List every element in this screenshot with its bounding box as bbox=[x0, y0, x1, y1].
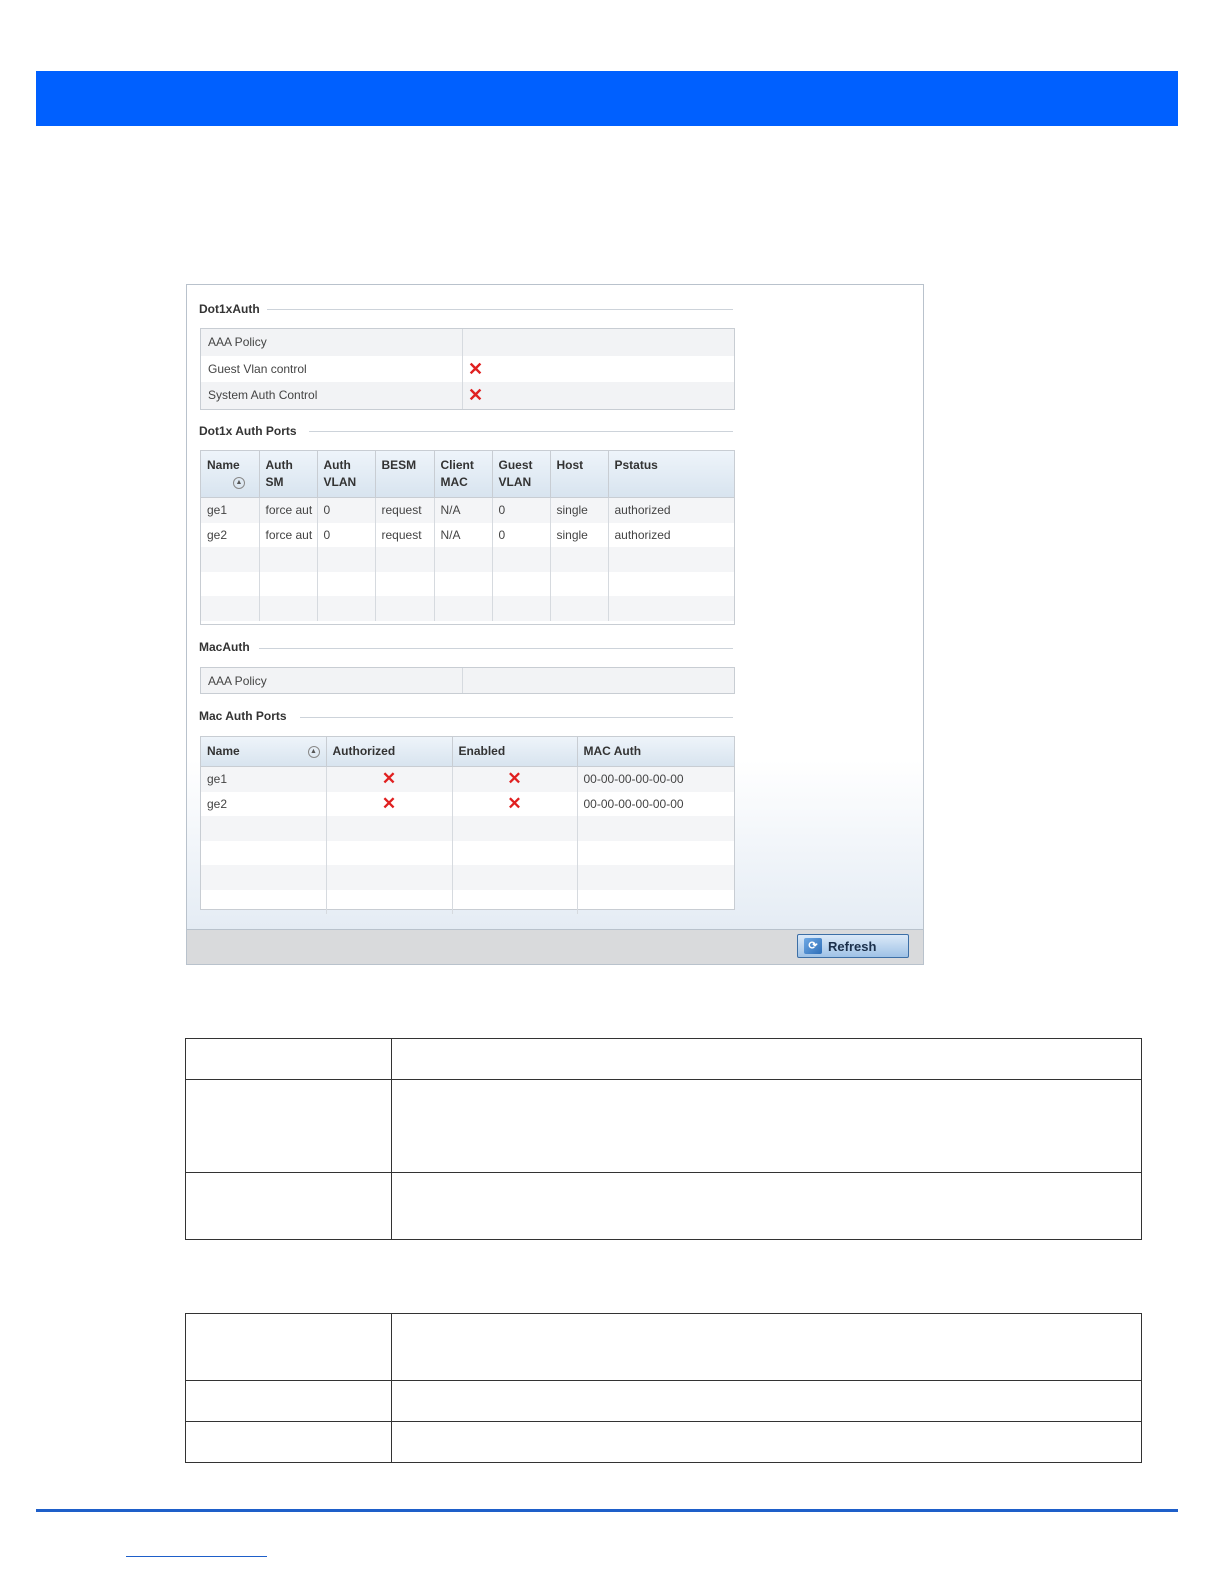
mac-auth-title: MacAuth bbox=[199, 640, 250, 654]
sort-icon[interactable]: ▲ bbox=[308, 746, 320, 758]
table-row[interactable] bbox=[201, 792, 734, 817]
row-value bbox=[462, 356, 733, 383]
dot1x-row-aaa-policy bbox=[201, 329, 734, 356]
divider bbox=[309, 431, 733, 432]
cell-auth-vlan: 0 bbox=[317, 498, 375, 523]
table-row bbox=[186, 1080, 1142, 1173]
divider bbox=[300, 717, 733, 718]
dot1x-auth-title: Dot1xAuth bbox=[199, 302, 260, 316]
column-header-client-mac[interactable]: Client MAC bbox=[434, 451, 492, 498]
description-table-1 bbox=[185, 1038, 1142, 1240]
x-mark-icon: ✕ bbox=[468, 385, 484, 405]
cell-besm: request bbox=[375, 498, 434, 523]
x-mark-icon: ✕ bbox=[381, 793, 397, 813]
table-row[interactable] bbox=[201, 767, 734, 792]
row-label: AAA Policy bbox=[208, 335, 267, 349]
column-header-enabled[interactable]: Enabled bbox=[452, 737, 577, 767]
cell-auth-vlan: 0 bbox=[317, 523, 375, 548]
empty-row bbox=[201, 596, 734, 621]
cell-enabled bbox=[452, 767, 577, 792]
cell-guest-vlan: 0 bbox=[492, 523, 550, 548]
x-mark-icon: ✕ bbox=[468, 358, 484, 379]
cell-besm: request bbox=[375, 523, 434, 548]
cell-guest-vlan: 0 bbox=[492, 498, 550, 523]
x-mark-icon: ✕ bbox=[507, 769, 522, 789]
dot1x-auth-ports-title: Dot1x Auth Ports bbox=[199, 424, 297, 438]
cell-auth-sm: force aut bbox=[259, 498, 317, 523]
empty-row bbox=[201, 547, 734, 572]
row-value bbox=[462, 668, 733, 693]
row-value bbox=[462, 329, 733, 356]
dot1x-auth-table bbox=[200, 328, 735, 410]
column-header-name[interactable]: Name ▲ bbox=[201, 737, 326, 767]
cell-host: single bbox=[550, 523, 608, 548]
table-row bbox=[186, 1039, 1142, 1080]
cell-authorized bbox=[326, 792, 452, 817]
column-header-besm[interactable]: BESM bbox=[375, 451, 434, 498]
row-label: System Auth Control bbox=[208, 388, 318, 402]
sort-icon[interactable]: ▲ bbox=[233, 477, 245, 489]
cell-enabled bbox=[452, 792, 577, 817]
column-header-pstatus[interactable]: Pstatus bbox=[608, 451, 734, 498]
column-header-mac-auth[interactable]: MAC Auth bbox=[577, 737, 734, 767]
footer-link-underline[interactable] bbox=[126, 1556, 267, 1557]
divider bbox=[267, 309, 733, 310]
empty-row bbox=[201, 572, 734, 597]
table-row bbox=[186, 1381, 1142, 1422]
table-row[interactable] bbox=[201, 523, 734, 548]
column-header-host[interactable]: Host bbox=[550, 451, 608, 498]
cell-pstatus: authorized bbox=[614, 527, 671, 542]
table-row[interactable] bbox=[201, 498, 734, 523]
refresh-label: Refresh bbox=[828, 938, 877, 954]
divider bbox=[259, 648, 733, 649]
row-value bbox=[462, 382, 733, 409]
dot1x-row-guest-vlan-control bbox=[201, 356, 734, 383]
row-label: Guest Vlan control bbox=[208, 361, 307, 376]
cell-name: ge2 bbox=[201, 792, 326, 817]
description-table-2 bbox=[185, 1313, 1142, 1463]
column-header-auth-sm[interactable]: Auth SM bbox=[259, 451, 317, 498]
cell-client-mac: N/A bbox=[434, 498, 492, 523]
refresh-button[interactable] bbox=[797, 934, 909, 958]
cell-name: ge2 bbox=[201, 523, 259, 548]
table-row bbox=[186, 1314, 1142, 1381]
table-row bbox=[186, 1422, 1142, 1463]
x-mark-icon: ✕ bbox=[507, 793, 522, 813]
panel-footer bbox=[187, 929, 923, 964]
table-row bbox=[186, 1173, 1142, 1240]
mac-auth-row-aaa-policy bbox=[201, 668, 734, 693]
footer-rule bbox=[36, 1509, 1178, 1512]
row-label: AAA Policy bbox=[208, 674, 267, 688]
cell-mac-auth: 00-00-00-00-00-00 bbox=[577, 767, 734, 792]
column-header-authorized[interactable]: Authorized bbox=[326, 737, 452, 767]
column-header-name[interactable]: Name ▲ bbox=[201, 451, 259, 498]
statistics-panel bbox=[186, 284, 924, 965]
top-banner bbox=[36, 71, 1178, 126]
cell-authorized bbox=[326, 767, 452, 792]
empty-row bbox=[201, 865, 734, 890]
cell-name: ge1 bbox=[201, 498, 259, 523]
x-mark-icon: ✕ bbox=[381, 769, 397, 789]
column-header-auth-vlan[interactable]: Auth VLAN bbox=[317, 451, 375, 498]
cell-auth-sm: force aut bbox=[259, 523, 317, 548]
dot1x-row-system-auth-control bbox=[201, 382, 734, 409]
empty-row bbox=[201, 816, 734, 841]
mac-auth-table bbox=[200, 667, 735, 694]
mac-auth-ports-table bbox=[200, 736, 735, 910]
empty-row bbox=[201, 841, 734, 866]
cell-mac-auth: 00-00-00-00-00-00 bbox=[583, 796, 684, 811]
cell-pstatus: authorized bbox=[608, 498, 734, 523]
mac-auth-ports-title: Mac Auth Ports bbox=[199, 709, 287, 723]
cell-name: ge1 bbox=[201, 767, 326, 792]
empty-row bbox=[201, 890, 734, 915]
refresh-icon: ⟳ bbox=[804, 938, 822, 954]
dot1x-auth-ports-table bbox=[200, 450, 735, 625]
column-header-guest-vlan[interactable]: Guest VLAN bbox=[492, 451, 550, 498]
cell-client-mac: N/A bbox=[434, 523, 492, 548]
cell-host: single bbox=[550, 498, 608, 523]
